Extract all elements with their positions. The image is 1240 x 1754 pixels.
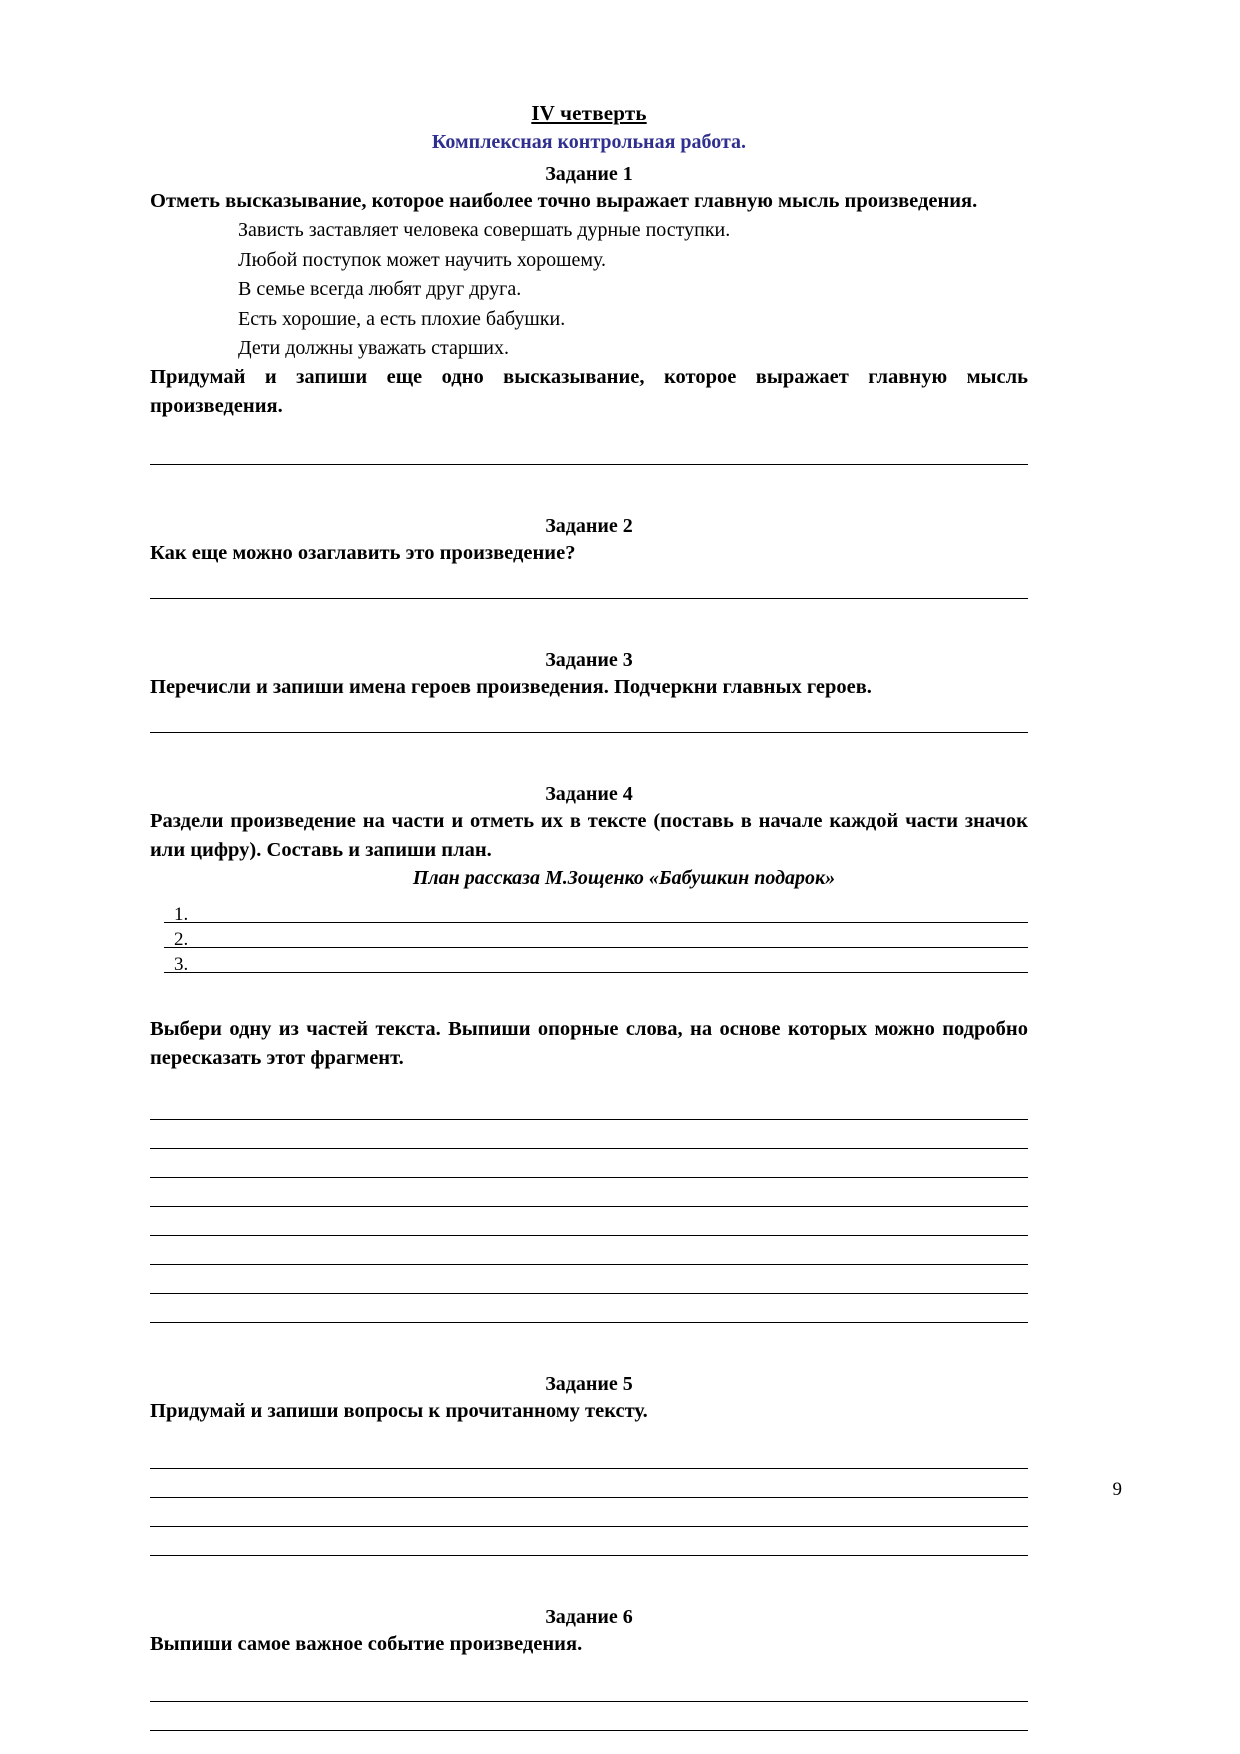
answer-line[interactable] [150, 1120, 1028, 1149]
task-4-prompt-secondary: Выбери одну из частей текста. Выпиши опорные слова, на основе которых можно подробно пересказать этот фрагмент. [150, 1018, 1028, 1070]
task-5-prompt: Придумай и запиши вопросы к прочитанному тексту. [150, 1400, 648, 1423]
answer-line[interactable] [150, 1236, 1028, 1265]
spacer [150, 422, 1028, 464]
document-title [150, 100, 1028, 127]
task-1-prompt-secondary: Придумай и запиши еще одно высказывание, которое выражает главную мысль произведения. [150, 366, 1028, 418]
task-1-heading: Задание 1 [545, 163, 633, 186]
plan-answer-rows [150, 898, 1028, 976]
task-1-options [150, 216, 1028, 363]
spacer [150, 568, 1028, 598]
spacer [150, 1323, 1028, 1371]
task-3-heading: Задание 3 [545, 648, 633, 671]
spacer [150, 1426, 1028, 1440]
list-item[interactable]: Дети должны уважать старших. [238, 336, 509, 359]
answer-line[interactable] [150, 1440, 1028, 1469]
answer-line[interactable] [150, 1091, 1028, 1120]
spacer [150, 973, 1028, 1015]
spacer [150, 1073, 1028, 1091]
answer-line[interactable] [150, 1294, 1028, 1323]
answer-line[interactable] [150, 1702, 1028, 1731]
task-6-heading: Задание 6 [545, 1606, 633, 1629]
task-5-answer-lines [150, 1440, 1028, 1556]
spacer [150, 1659, 1028, 1673]
task-1-prompt: Отметь высказывание, которое наиболее точно выражает главную мысль произведения. [150, 190, 978, 213]
document-subtitle: Комплексная контрольная работа. [431, 131, 747, 154]
answer-line[interactable] [150, 1498, 1028, 1527]
task-5-heading: Задание 5 [545, 1373, 633, 1396]
answer-line[interactable] [150, 1673, 1028, 1702]
task-4-prompt: Раздели произведение на части и отметь их в тексте (поставь в начале каждой части значок или цифру). Составь и запиши план. [150, 809, 1028, 861]
answer-line[interactable] [150, 1469, 1028, 1498]
spacer [150, 733, 1028, 781]
page-content [150, 100, 1028, 1731]
list-item[interactable]: Есть хорошие, а есть плохие бабушки. [238, 307, 566, 330]
spacer [150, 599, 1028, 647]
list-item[interactable]: Любой поступок может научить хорошему. [238, 248, 607, 271]
answer-line[interactable] [150, 1207, 1028, 1236]
list-item[interactable]: Зависть заставляет человека совершать дурные поступки. [238, 219, 731, 242]
task-2-prompt: Как еще можно озаглавить это произведение? [150, 541, 576, 564]
task-6-prompt: Выпиши самое важное событие произведения. [150, 1633, 583, 1656]
plan-row[interactable] [164, 898, 1028, 926]
plan-row-number: 1. [174, 904, 189, 926]
task-2-heading: Задание 2 [545, 514, 633, 537]
plan-row[interactable] [164, 948, 1028, 976]
plan-title: План рассказа М.Зощенко «Бабушкин подарок» [412, 867, 836, 890]
spacer [150, 702, 1028, 732]
page-number: 9 [1112, 1479, 1122, 1500]
answer-line[interactable] [150, 1265, 1028, 1294]
plan-row-number: 3. [174, 954, 189, 976]
spacer [150, 1556, 1028, 1604]
list-item[interactable]: В семье всегда любят друг друга. [238, 278, 522, 301]
plan-row[interactable] [164, 923, 1028, 951]
task-6-answer-lines [150, 1673, 1028, 1731]
document-title-text: IV четверть [531, 101, 647, 125]
task-3-prompt: Перечисли и запиши имена героев произведения. Подчеркни главных героев. [150, 675, 872, 698]
task-4-answer-lines [150, 1091, 1028, 1323]
answer-line[interactable] [150, 1527, 1028, 1556]
answer-line[interactable] [150, 1149, 1028, 1178]
spacer [150, 465, 1028, 513]
task-4-heading: Задание 4 [545, 782, 633, 805]
plan-row-number: 2. [174, 929, 189, 951]
answer-line[interactable] [150, 1178, 1028, 1207]
